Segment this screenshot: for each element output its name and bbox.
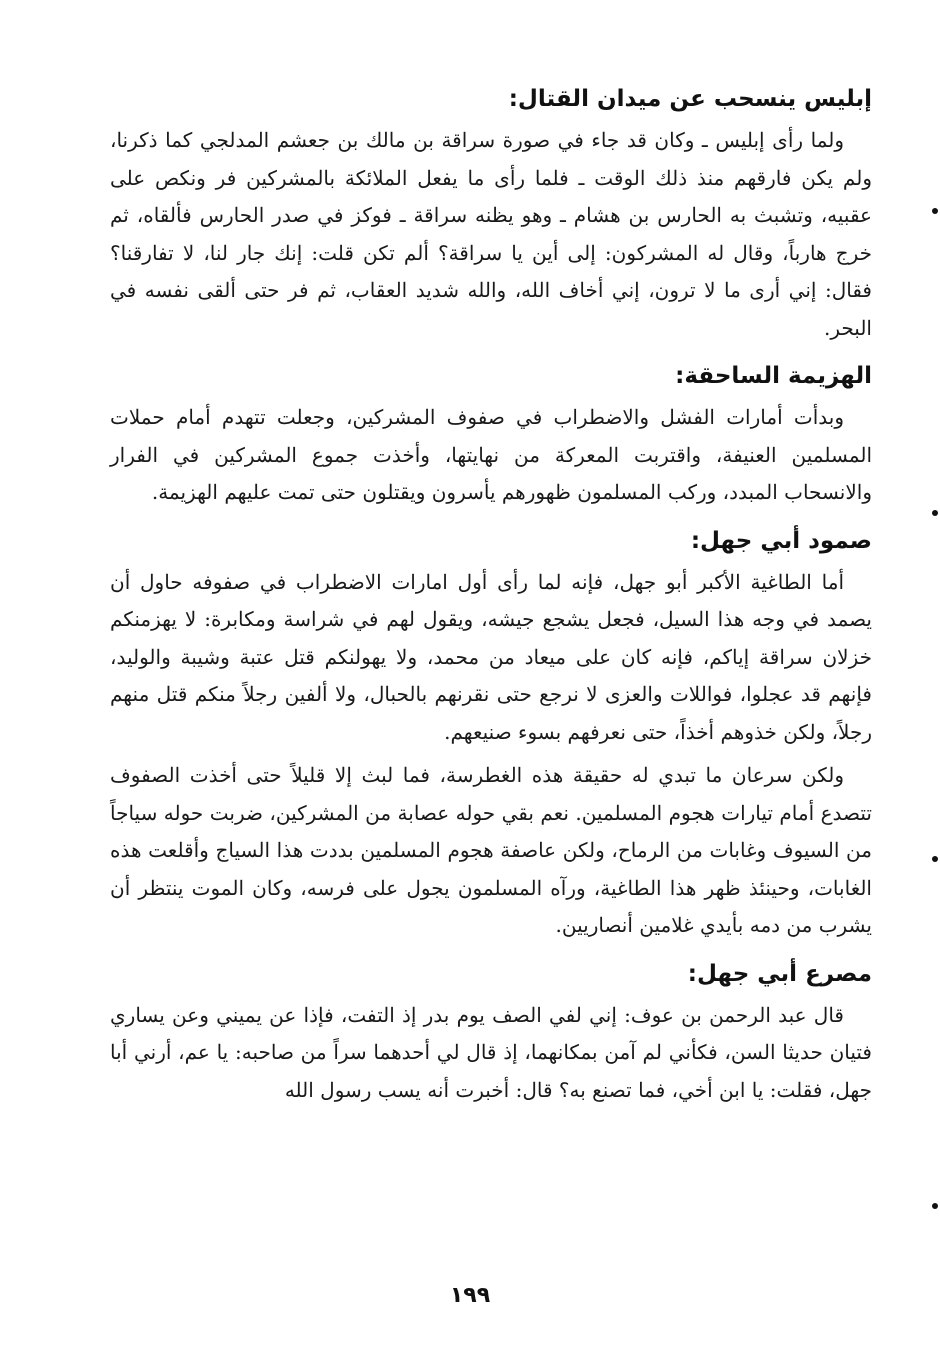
scan-mark [932,856,938,862]
paragraph-defeat: وبدأت أمارات الفشل والاضطراب في صفوف المشركين، وجعلت تتهدم أمام حملات المسلمين العنيفة، واقتربت المعركة من نهايتها، وأخذت جموع المشركين في الفرار والانسحاب المبدد، وركب المسلمون ظهورهم يأسرون ويقتلون حتى تمت عليهم الهزيمة. [110,405,873,504]
page-number: ١٩٩ [449,1283,491,1308]
scan-mark [932,208,938,214]
page-body [110,76,872,1115]
section-heading-abu-jahl-death: مصرع أبي جهل: [687,960,872,987]
section-heading-crushing-defeat: الهزيمة الساحقة: [675,363,872,389]
section-heading-abu-jahl-stand: صمود أبي جهل: [690,527,872,554]
paragraph-abu-jahl-death: قال عبد الرحمن بن عوف: إني لفي الصف يوم بدر إذ التفت، فإذا عن يميني وعن يساري فتيان حديثا السن، فكأني لم آمن بمكانهما، إذ قال لي أحدهما سراً من صاحبه: يا عم، أرني أبا جهل، فقلت: يا ابن أخي، فما تصنع به؟ قال: أخبرت أنه يسب رسول الله [110,1002,872,1102]
scan-mark [932,510,938,516]
paragraph-abu-jahl-stand-1: أما الطاغية الأكبر أبو جهل، فإنه لما رأى أول امارات الاضطراب في صفوفه حاول أن يصمد في وجه هذا السيل، فجعل يشجع جيشه، ويقول لهم في شراسة ومكابرة: لا يهزمنكم خزلان سراقة إياكم، فإنه كان على ميعاد من محمد، ولا يهولنكم قتل عتبة وشيبة والوليد، فإنهم قد عجلوا، فواللات والعزى لا نرجع حتى نقرنهم بالحبال، ولا ألفين رجلاً منكم قتل منهم رجلاً، ولكن خذوهم أخذاً، حتى نعرفهم بسوء صنيعهم. [110,569,872,744]
section-heading-iblis-withdraws: إبليس ينسحب عن ميدان القتال: [508,86,872,112]
paragraph-iblis: ولما رأى إبليس ـ وكان قد جاء في صورة سراقة بن مالك بن جعشم المدلجي كما ذكرنا، ولم يكن فارقهم منذ ذلك الوقت ـ فلما رأى ما يفعل الملائكة بالمشركين فر ونكص على عقبيه، وتشبث به الحارس بن هشام ـ وهو يظنه سراقة ـ فوكز في صدر الحارس فألقاه، ثم خرج هارباً، وقال له المشركون: إلى أين يا سراقة؟ ألم تكن قلت: إنك جار لنا، لا تفارقنا؟ فقال: إني أرى ما لا ترون، إني أخاف الله، والله شديد العقاب، ثم فر حتى ألقى نفسه في البحر. [110,128,872,340]
scan-mark [932,1203,938,1209]
paragraph-abu-jahl-stand-2: ولكن سرعان ما تبدي له حقيقة هذه الغطرسة، فما لبث إلا قليلاً حتى أخذت الصفوف تتصدع أمام تيارات هجوم المسلمين. نعم بقي حوله عصابة من المشركين، ضربت حوله سياجاً من السيوف وغابات من الرماح، ولكن عاصفة هجوم المسلمين بددت هذا السياج وأقلعت هذه الغابات، وحينئذ ظهر هذا الطاغية، ورآه المسلمون يجول على فرسه، وكان الموت ينتظر أن يشرب من دمه بأيدي غلامين أنصاريين. [110,763,872,937]
